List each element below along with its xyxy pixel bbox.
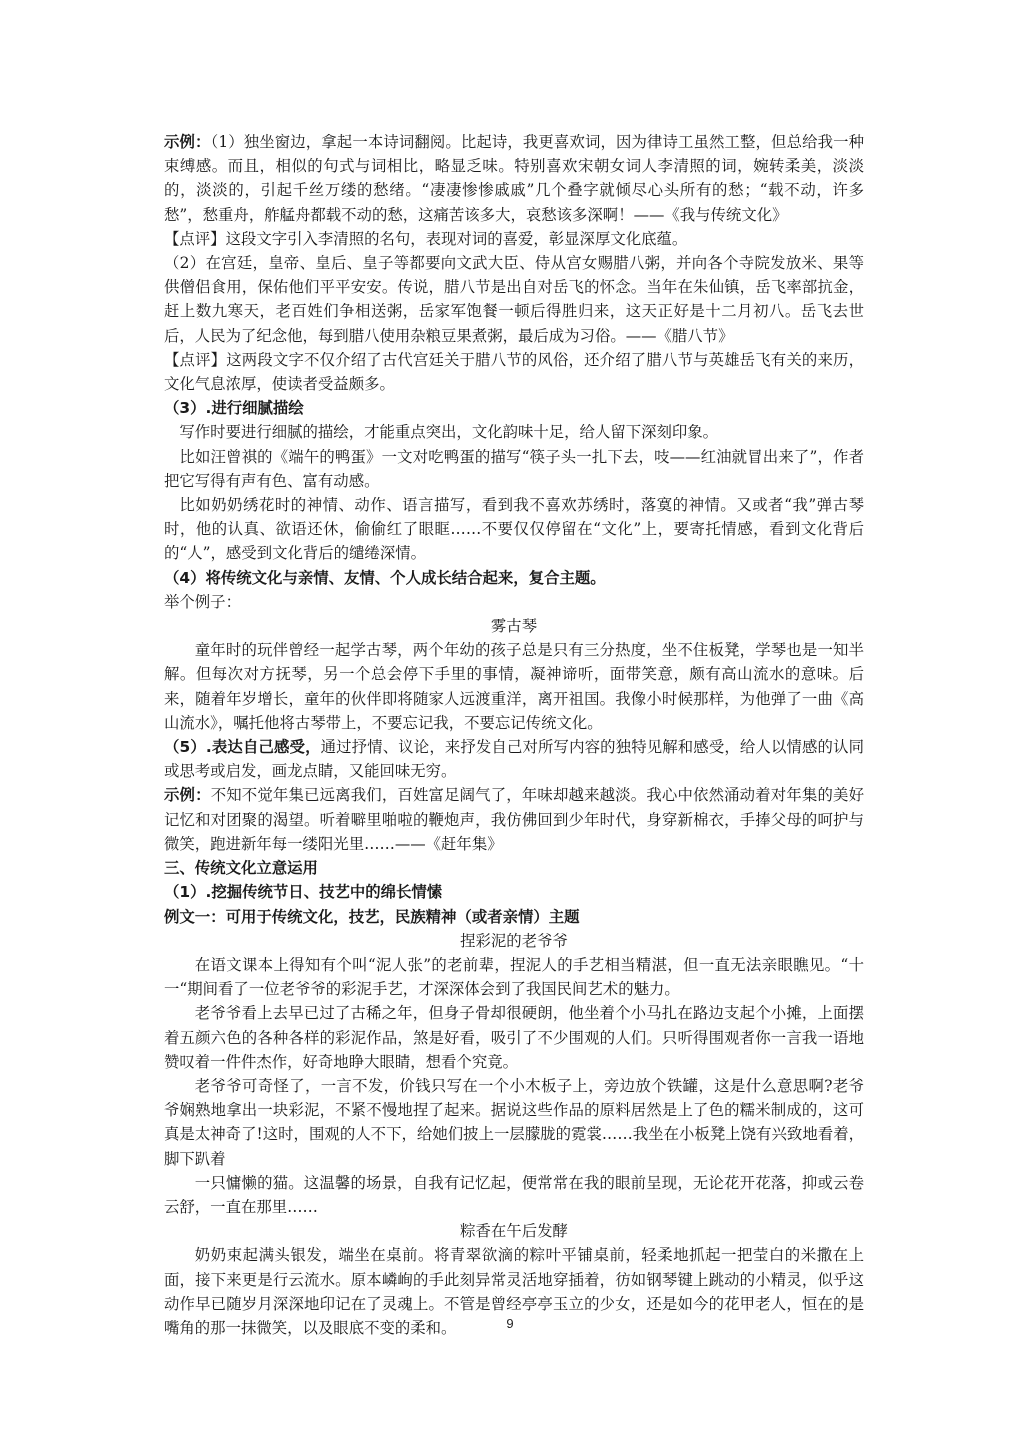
clay-paragraph-4: 一只慵懒的猫。这温馨的场景，自我有记忆起，便常常在我的眼前呈现，无论花开花落，抑或云卷云舒，一直在那里…… bbox=[164, 1173, 864, 1216]
example-intro: 举个例子： bbox=[164, 592, 241, 611]
section-5-paragraph bbox=[164, 735, 864, 783]
clay-paragraph-3: 老爷爷可奇怪了，一言不发，价钱只写在一个小木板子上，旁边放个铁罐，这是什么意思啊?老爷爷娴熟地拿出一块彩泥，不紧不慢地捏了起来。据说这些作品的原料居然是上了色的糯米制成的，这可真是太神奇了!这时，围观的人不下，给她们披上一层朦胧的霓裳……我坐在小板凳上饶有兴致地看着，脚下趴着 bbox=[164, 1076, 864, 1168]
clay-paragraph-2: 老爷爷看上去早已过了古稀之年，但身子骨却很硬朗，他坐着个小马扎在路边支起个小摊，上面摆着五颜六色的各种各样的彩泥作品，煞是好看，吸引了不少围观的人们。只听得围观者你一言我一语地赞叹着一件件杰作，好奇地睁大眼睛，想看个究竟。 bbox=[164, 1004, 864, 1071]
embroidery-paragraph: 比如奶奶绣花时的神情、动作、语言描写，看到我不喜欢苏绣时，落寞的神情。又或者“我”弹古琴时，他的认真、欲语还休，偷偷红了眼眶……不要仅仅停留在“文化”上，要寄托情感，看到文化背后的“人”，感受到文化背后的缱绻深情。 bbox=[164, 496, 864, 563]
guqin-paragraph: 童年时的玩伴曾经一起学古琴，两个年幼的孩子总是只有三分热度，坐不住板凳，学琴也是一知半解。但每次对方抚琴，另一个总会停下手里的事情，凝神谛听，面带笑意，颇有高山流水的意味。后来，随着年岁增长，童年的伙伴即将随家人远渡重洋，离开祖国。我像小时候那样，为他弹了一曲《高山流水》，嘱托他将古琴带上，不要忘记我，不要忘记传统文化。 bbox=[164, 641, 864, 732]
section-5-text: 通过抒情、议论，来抒发自己对所写内容的独特见解和感受，给人以情感的认同或思考或启发，画龙点睛，又能回味无穷。 bbox=[164, 738, 864, 781]
comment-2: 【点评】这两段文字不仅介绍了古代宫廷关于腊八节的风俗，还介绍了腊八节与英雄岳飞有关的来历，文化气息浓厚，使读者受益颇多。 bbox=[164, 350, 864, 394]
section-heading-5: （5）.表达自己感受， bbox=[164, 738, 321, 757]
example-essay-1-heading: 例文一：可用于传统文化，技艺，民族精神（或者亲情）主题 bbox=[164, 907, 580, 926]
chapter-heading-3: 三、传统文化立意运用 bbox=[164, 859, 318, 878]
nianji-text: 不知不觉年集已远离我们，百姓富足阔气了，年味却越来越淡。我心中依然涌动着对年集的美好记忆和对团聚的渴望。听着噼里啪啦的鞭炮声，我仿佛回到少年时代，身穿新棉衣，手捧父母的呵护与微笑，跑进新年每一缕阳光里……——《赶年集》 bbox=[164, 786, 864, 853]
clay-paragraph-1: 在语文课本上得知有个叫“泥人张”的老前辈，捏泥人的手艺相当精湛，但一直无法亲眼瞧见。“十一“期间看了一位老爷爷的彩泥手艺，才深深体会到了我国民间艺术的魅力。 bbox=[164, 955, 864, 999]
page-number: 9 bbox=[506, 1316, 514, 1331]
subheading-1: （1）.挖掘传统节日、技艺中的绵长情愫 bbox=[164, 883, 443, 902]
duck-egg-paragraph: 比如汪曾祺的《端午的鸭蛋》一文对吃鸭蛋的描写“筷子头一扎下去，吱——红油就冒出来了”，作者把它写得有声有色、富有动感。 bbox=[164, 447, 864, 490]
essay-title-zongzi: 粽香在午后发酵 bbox=[460, 1222, 568, 1241]
essay-title-guqin: 雾古琴 bbox=[490, 617, 538, 636]
comment-1: 【点评】这段文字引入李清照的名句，表现对词的喜爱，彰显深厚文化底蕴。 bbox=[164, 229, 688, 248]
section-heading-4: （4）将传统文化与亲情、友情、个人成长结合起来，复合主题。 bbox=[164, 568, 606, 587]
example-label: 示例： bbox=[164, 133, 211, 151]
section-heading-3: （3）.进行细腻描绘 bbox=[164, 399, 304, 418]
example-1-text: （1）独坐窗边，拿起一本诗词翻阅。比起诗，我更喜欢词，因为律诗工虽然工整，但总给我一种束缚感。而且，相似的句式与词相比，略显乏味。特别喜欢宋朝女词人李清照的词，婉转柔美，淡淡的，淡淡的，引起千丝万缕的愁绪。“凄凄惨惨戚戚”几个叠字就倾尽心头所有的愁；“载不动，许多愁”，愁重舟，舴艋舟都载不动的愁，这痛苦该多大，哀愁该多深啊！——《我与传统文化》 bbox=[164, 133, 864, 224]
example-nianji-paragraph bbox=[164, 783, 864, 856]
example-label-2: 示例： bbox=[164, 786, 211, 805]
essay-title-clay: 捏彩泥的老爷爷 bbox=[460, 931, 568, 950]
zongzi-paragraph: 奶奶束起满头银发，端坐在桌前。将青翠欲滴的粽叶平铺桌前，轻柔地抓起一把莹白的米撒在上面，接下来更是行云流水。原本嶙峋的手此刻异常灵活地穿插着，彷如钢琴键上跳动的小精灵，似乎这动作早已随岁月深深地印记在了灵魂上。不管是曾经亭亭玉立的少女，还是如今的花甲老人，恒在的是嘴角的那一抹微笑，以及眼底不变的柔和。 bbox=[164, 1246, 864, 1337]
example-1-paragraph bbox=[164, 130, 864, 227]
detail-intro-paragraph: 写作时要进行细腻的描绘，才能重点突出，文化韵味十足，给人留下深刻印象。 bbox=[179, 423, 719, 442]
example-2-paragraph: （2）在宫廷，皇帝、皇后、皇子等都要向文武大臣、侍从宫女赐腊八粥，并向各个寺院发放米、果等供僧侣食用，保佑他们平平安安。传说，腊八节是出自对岳飞的怀念。当年在朱仙镇，岳飞率部抗金，赶上数九寒天，老百姓们争相送粥，岳家军饱餐一顿后得胜归来，这天正好是十二月初八。岳飞去世后，人民为了纪念他，每到腊八使用杂粮豆果煮粥，最后成为习俗。——《腊八节》 bbox=[164, 254, 864, 345]
page-content bbox=[164, 130, 864, 1340]
